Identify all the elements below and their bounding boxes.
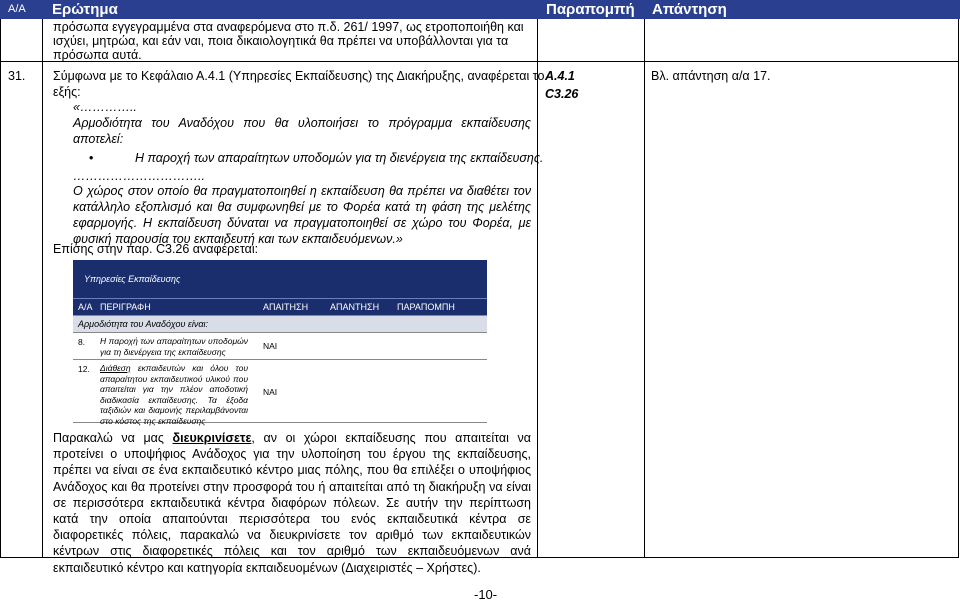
embedded-table [73, 260, 487, 426]
clarification-request [53, 430, 531, 576]
embedded-column-header: Α/Α [78, 302, 93, 312]
embedded-column-header: ΠΕΡΙΓΡΑΦΗ [100, 302, 151, 312]
quote-dots: ………………………….. [73, 169, 205, 183]
quote-open: «………….. [73, 100, 137, 114]
reference: Α.4.1 [545, 69, 575, 83]
clarification-text-post: , αν οι χώροι εκπαίδευσης που απαιτείται να προτείνει ο υποψήφιος Ανάδοχος για την υλοποίηση του έργου της εκπαίδευσης, πρέπει να είναι σε ένα εκπαιδευτικό κέντρο μιας πόλης, που θα επιλέξει ο υποψήφιος Ανάδοχος και θα προτείνει στην προσφορά του ή απαιτείται από τη διακήρυξη να είναι σε περισσότερα εκπαιδευτικά κέντρα διαφόρων πόλεων. Σε αυτήν την περίπτωση κατά την οποία απαιτούνται περισσότερα του ενός εκπαιδευτικά κέντρα σε διαφορετικές πόλεις, παρακαλώ να διευκρινίσετε τον αριθμό των εκπαιδευτικών κέντρων στις διαφορετικές πόλεις και τον αριθμό των εκπαιδευόμενων ανά εκπαιδευτικό κέντρο και κατηγορία εκπαιδευομένων (Διαχειριστές – Χρήστες). [53, 431, 531, 575]
header-question: Ερώτημα [52, 1, 118, 18]
grid-line [958, 19, 959, 558]
clarification-text-pre: Παρακαλώ να μας [53, 431, 173, 445]
embedded-table-title-bar [73, 260, 487, 298]
grid-line [42, 19, 43, 558]
intro-line: εξής: [53, 85, 81, 99]
embedded-section-label: Αρμοδιότητα του Αναδόχου είναι: [78, 319, 209, 329]
row-number: 31. [8, 69, 26, 83]
page-number: -10- [474, 587, 498, 602]
also-text: Επίσης στην παρ. C3.26 αναφέρεται: [53, 242, 259, 256]
header-reference: Παραπομπή [546, 1, 635, 18]
reference: C3.26 [545, 87, 579, 101]
embedded-column-header: ΠΑΡΑΠΟΜΠΗ [397, 302, 455, 312]
embedded-table-title: Υπηρεσίες Εκπαίδευσης [84, 274, 181, 284]
grid-line [0, 61, 959, 62]
grid-line [0, 19, 1, 558]
embedded-section-row [73, 315, 487, 332]
quote-paragraph: Ο χώρος στον οποίο θα πραγματοποιηθεί η εκπαίδευση θα πρέπει να διαθέτει τον κατάλληλο εξοπλισμό και θα συμφωνηθεί με το Φορέα κατά τη φάση της μελέτης εφαρμογής. Η εκπαίδευση δύναται να πραγματοποιηθεί σε χώρο του Φορέα, με φυσική παρουσία του εκπαιδευτή και των εκπαιδευόμενων.» [73, 184, 531, 246]
answer-text: Βλ. απάντηση α/α 17. [651, 69, 771, 83]
prev-row-line: πρόσωπα εγγεγραμμένα στα αναφερόμενα στο π.δ. 261/ 1997, ως ετροποποιήθη και [53, 20, 524, 34]
grid-line [537, 19, 538, 558]
prev-row-line: ισχύει, μητρώα, και εάν ναι, ποια δικαιολογητικά θα πρέπει να υποβάλλονται για τα [53, 34, 509, 48]
embedded-row-requirement: ΝΑΙ [263, 341, 278, 351]
embedded-column-header: ΑΠΑΙΤΗΣΗ [263, 302, 309, 312]
embedded-row-number: 12. [78, 364, 90, 374]
embedded-row-description [100, 363, 248, 426]
embedded-row-number: 8. [78, 337, 86, 347]
embedded-row-description-lead: Διάθεση [100, 363, 131, 373]
grid-line [644, 19, 645, 558]
bullet-text: Η παροχή των απαραίτητων υποδομών για τη διενέργεια της εκπαίδευσης. [135, 151, 544, 165]
embedded-row-requirement: ΝΑΙ [263, 387, 278, 397]
embedded-row-description: Η παροχή των απαραίτητων υποδομών για τη διενέργεια της εκπαίδευσης [100, 336, 248, 357]
prev-row-line: πρόσωπα αυτά. [53, 48, 142, 62]
clarification-keyword: διευκρινίσετε [172, 431, 252, 445]
table-row [73, 332, 487, 359]
bullet-icon: • [89, 151, 94, 165]
embedded-table-columns [73, 298, 487, 315]
header-answer: Απάντηση [652, 1, 727, 18]
table-header [0, 0, 960, 19]
quote-paragraph: Αρμοδιότητα του Αναδόχου που θα υλοποιήσει το πρόγραμμα εκπαίδευσης αποτελεί: [73, 116, 531, 146]
embedded-row-description-rest: εκπαιδευτών και όλου του απαραίτητου εκπαιδευτικού υλικού που απαιτείται για την πλέον αποδοτική διαδικασία εκπαίδευσης. Τα έξοδα ταξιδιών και διαμονής περιλαμβάνονται στο κόστος της εκπαίδευσης [100, 363, 248, 426]
embedded-column-header: ΑΠΑΝΤΗΣΗ [330, 302, 380, 312]
table-row [73, 359, 487, 426]
intro-line: Σύμφωνα με το Κεφάλαιο Α.4.1 (Υπηρεσίες Εκπαίδευσης) της Διακήρυξης, αναφέρεται το [53, 69, 545, 83]
header-aa: Α/Α [8, 3, 26, 15]
